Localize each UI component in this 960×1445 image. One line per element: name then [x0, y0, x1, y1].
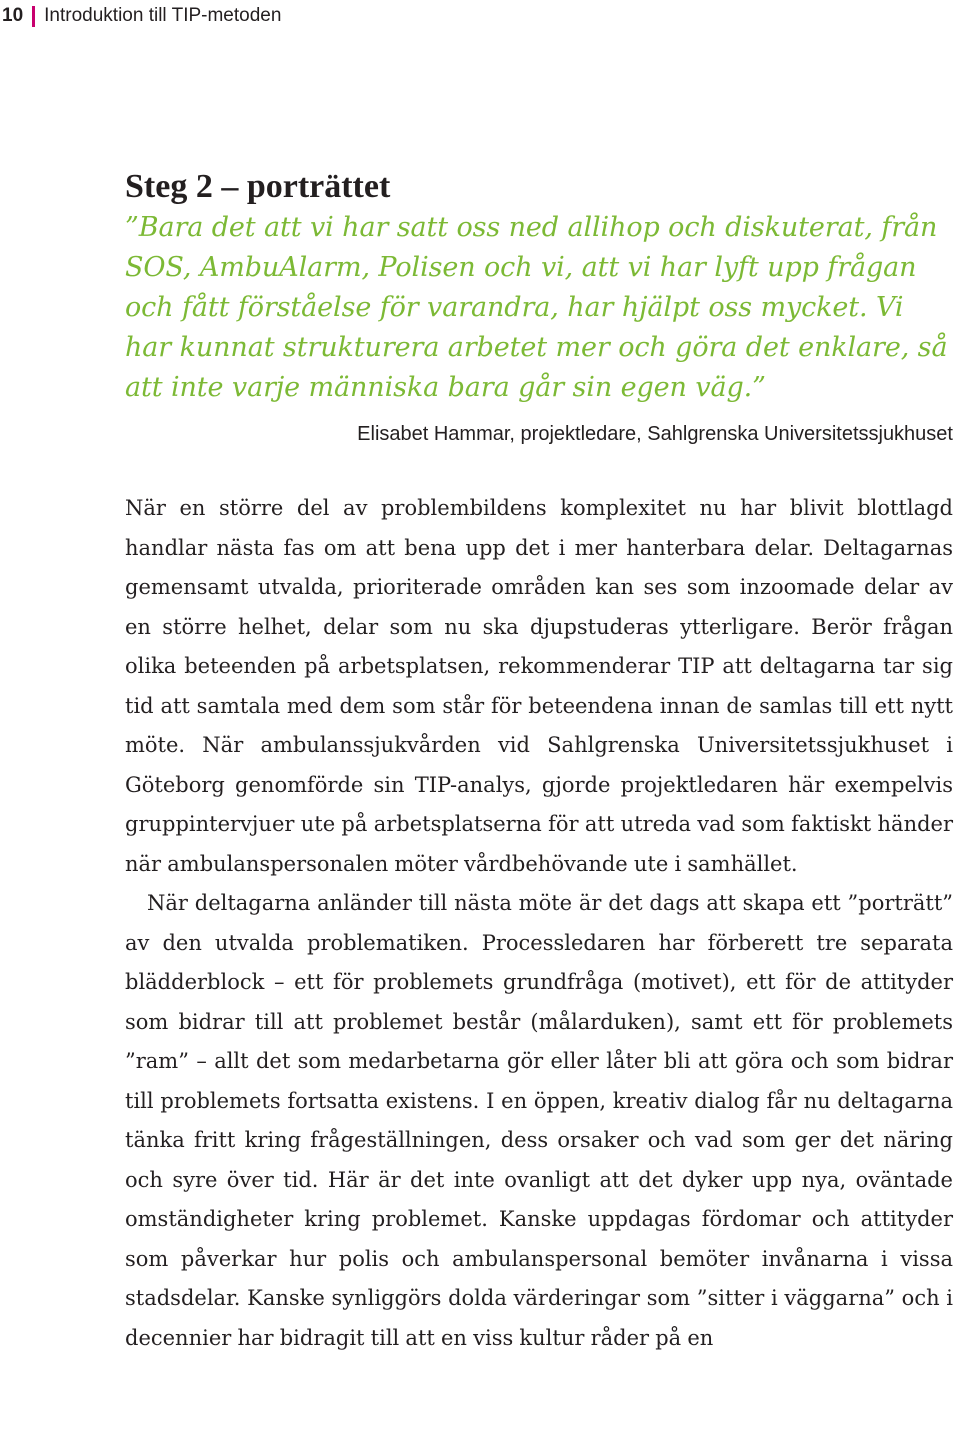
- page-content: [125, 166, 953, 1358]
- chapter-title: Introduktion till TIP-metoden: [44, 5, 282, 26]
- header-divider: [32, 6, 35, 27]
- pull-quote: ”Bara det att vi har satt oss ned allihop och diskuterat, från SOS, AmbuAlarm, Polisen och vi, att vi har lyft upp frågan och fått förståelse för varandra, har hjälpt oss mycket. Vi har kunnat strukturera arbetet mer och göra det enklare, så att inte varje människa bara går sin egen väg.”: [125, 212, 948, 403]
- body-paragraph-1: När en större del av problembildens komplexitet nu har blivit blottlagd handlar nästa fas om att bena upp det i mer hanterbara delar. Deltagarnas gemensamt utvalda, prioriterade områden kan ses som inzoomade delar av en större helhet, delar som nu ska djupstuderas ytterligare. Berör frågan olika beteenden på arbetsplatsen, rekommenderar TIP att deltagarna tar sig tid att samtala med dem som står för beteendena innan de samlas till ett nytt möte. När ambulanssjukvården vid Sahlgrenska Universitetssjukhuset i Göteborg genomförde sin TIP-analys, gjorde projektledaren här exempelvis gruppintervjuer ute på arbetsplatserna för att utreda vad som faktiskt händer när ambulanspersonalen möter vårdbehövande ute i samhället.: [125, 496, 953, 876]
- body-paragraph-2: När deltagarna anländer till nästa möte är det dags att skapa ett ”porträtt” av den utvalda problematiken. Processledaren har förberett tre separata blädderblock – ett för problemets grundfråga (motivet), ett för de attityder som bidrar till att problemet består (målarduken), samt ett för problemets ”ram” – allt det som medarbetarna gör eller låter bli att göra och som bidrar till problemets fortsatta existens. I en öppen, kreativ dialog får nu deltagarna tänka fritt kring frågeställningen, dess orsaker och vad som ger det näring och syre över tid. Här är det inte ovanligt att det dyker upp nya, oväntade omständigheter kring problemet. Kanske uppdagas fördomar och attityder som påverkar hur polis och ambulanspersonal bemöter invånarna i vissa stadsdelar. Kanske synliggörs dolda värderingar som ”sitter i väggarna” och i decennier har bidragit till att en viss kultur råder på en: [125, 891, 953, 1350]
- section-title: Steg 2 – porträttet: [125, 168, 391, 205]
- quote-attribution: Elisabet Hammar, projektledare, Sahlgrenska Universitetssjukhuset: [357, 423, 953, 445]
- running-head: [2, 4, 281, 28]
- page-number: 10: [2, 5, 24, 26]
